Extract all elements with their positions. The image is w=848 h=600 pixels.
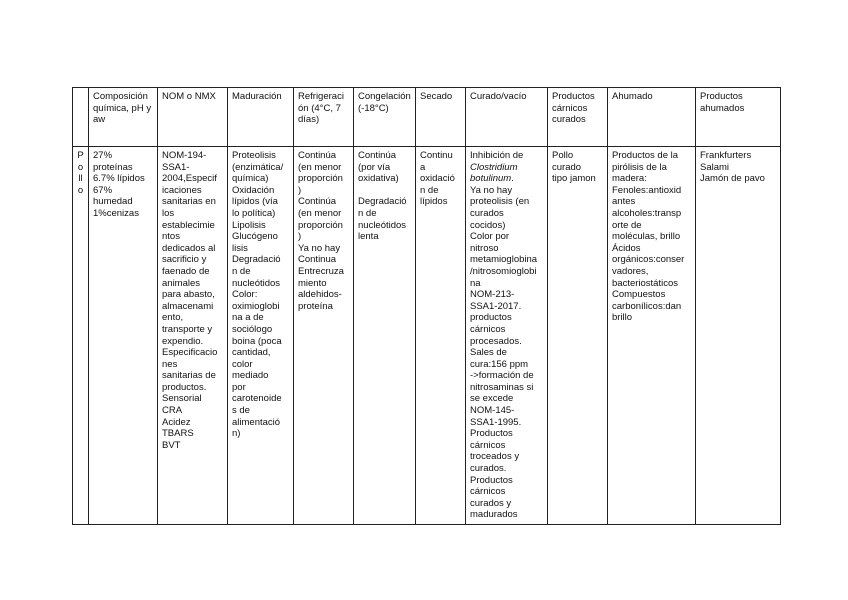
curado-intro-text: Inhibición de — [470, 150, 524, 161]
header-empty-cell — [73, 88, 89, 147]
header-row — [73, 88, 781, 147]
cell-nom: NOM-194- SSA1- 2004,Especif icaciones sanitarias en los establecimie ntos dedicados al sacrificio y faenado de animales para abasto, almacenami ento, transporte y expendio. Especificacio nes sanitarias de productos. Sensorial CRA Acidez TBARS BVT — [158, 147, 228, 525]
header-productos-ahumados: Productos ahumados — [696, 88, 781, 147]
cell-ahumado: Productos de la pirólisis de la madera: Fenoles:antioxid antes alcoholes:transp orte de moléculas, brillo Ácidos orgánicos:conser vadores, bacteriostáticos Compuestos carbonílicos:dan brillo — [608, 147, 696, 525]
header-curado: Curado/vacío — [466, 88, 548, 147]
row-label: P o ll o — [73, 147, 89, 525]
header-congelacion: Congelación (-18°C) — [354, 88, 416, 147]
header-productos-curados: Productos cárnicos curados — [548, 88, 608, 147]
table-row — [73, 147, 781, 525]
data-table — [72, 87, 781, 525]
cell-curado — [466, 147, 548, 525]
header-maduracion: Maduración — [228, 88, 294, 147]
header-nom: NOM o NMX — [158, 88, 228, 147]
cell-composicion: 27% proteínas 6.7% lípidos 67% humedad 1%cenizas — [89, 147, 158, 525]
cell-productos-curados: Pollo curado tipo jamon — [548, 147, 608, 525]
header-composicion: Composición química, pH y aw — [89, 88, 158, 147]
curado-rest-text: . Ya no hay proteolisis (en curados cocidos) Color por nitroso metamioglobina /nitrosomioglobi na NOM-213- SSA1-2017. productos cárnicos procesados. Sales de cura:156 ppm ->formación de nitrosaminas si se excede NOM-145- SSA1-1995. Productos cárnicos troceados y curados. Productos cárnicos curados y madurados — [470, 173, 538, 521]
curado-species-text: Clostridium botulinum — [470, 161, 518, 185]
cell-productos-ahumados: Frankfurters Salami Jamón de pavo — [696, 147, 781, 525]
cell-maduracion: Proteolisis (enzimática/ química) Oxidación lípidos (vía lo política) Lipolisis Glucógeno lisis Degradació n de nucleótidos Color: oximioglobi na a de sociólogo boina (poca cantidad, color mediado por carotenoide s de alimentació n) — [228, 147, 294, 525]
header-ahumado: Ahumado — [608, 88, 696, 147]
cell-secado: Continu a oxidació n de lípidos — [416, 147, 466, 525]
cell-congelacion: Continúa (por vía oxidativa) Degradació n de nucleótidos lenta — [354, 147, 416, 525]
header-refrigeracion: Refrigeración (4°C, 7 días) — [294, 88, 354, 147]
cell-refrigeracion: Continúa (en menor proporción ) Continúa (en menor proporción ) Ya no hay Continua Entrecruza miento aldehidos- proteína — [294, 147, 354, 525]
header-secado: Secado — [416, 88, 466, 147]
